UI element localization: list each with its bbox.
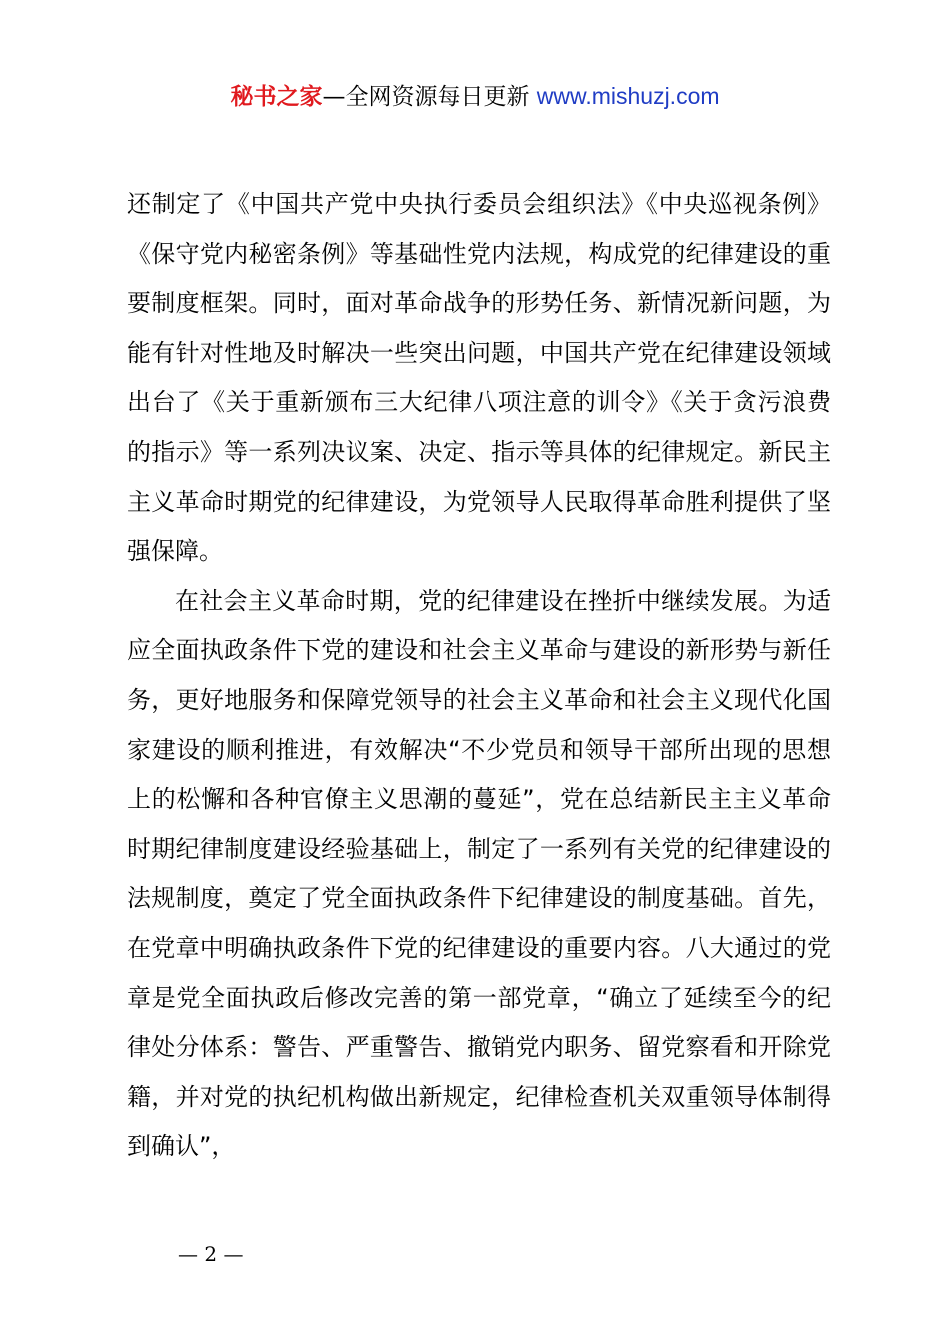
document-body (127, 180, 831, 1172)
site-header (0, 80, 950, 113)
paragraph: 在社会主义革命时期，党的纪律建设在挫折中继续发展。为适应全面执政条件下党的建设和社会主义革命与建设的新形势与新任务，更好地服务和保障党领导的社会主义革命和社会主义现代化国家建设的顺利推进，有效解决“不少党员和领导干部所出现的思想上的松懈和各种官僚主义思潮的蔓延”，党在总结新民主主义革命时期纪律制度建设经验基础上，制定了一系列有关党的纪律建设的法规制度，奠定了党全面执政条件下纪律建设的制度基础。首先，在党章中明确执政条件下党的纪律建设的重要内容。八大通过的党章是党全面执政后修改完善的第一部党章，“确立了延续至今的纪律处分体系：警告、严重警告、撤销党内职务、留党察看和开除党籍，并对党的执纪机构做出新规定，纪律检查机关双重领导体制得到确认”， (127, 586, 831, 1161)
paragraph: 还制定了《中国共产党中央执行委员会组织法》《中央巡视条例》《保守党内秘密条例》等基础性党内法规，构成党的纪律建设的重要制度框架。同时，面对革命战争的形势任务、新情况新问题，为能有针对性地及时解决一些突出问题，中国共产党在纪律建设领域出台了《关于重新颁布三大纪律八项注意的训令》《关于贪污浪费的指示》等一系列决议案、决定、指示等具体的纪律规定。新民主主义革命时期党的纪律建设，为党领导人民取得革命胜利提供了坚强保障。 (127, 190, 831, 566)
page-number: — 2 — (178, 1242, 244, 1266)
site-url[interactable]: www.mishuzj.com (536, 83, 720, 109)
header-tagline: —全网资源每日更新 (322, 84, 530, 110)
brand-name: 秘书之家 (230, 84, 323, 110)
